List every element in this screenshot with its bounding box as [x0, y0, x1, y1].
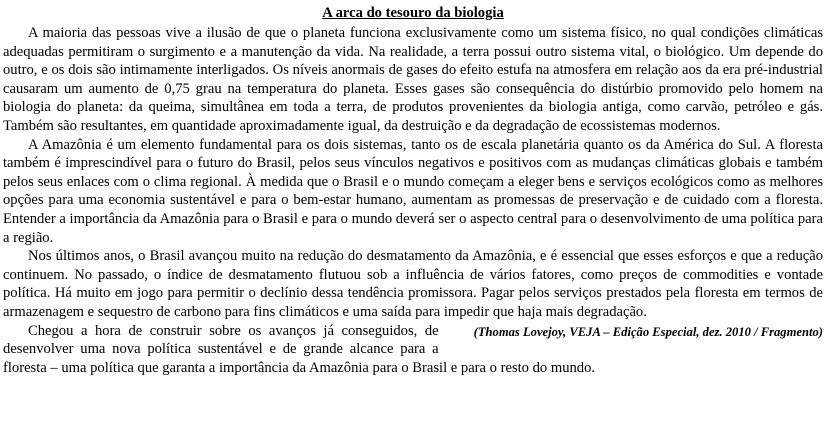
paragraph-4	[3, 322, 823, 378]
source-citation: (Thomas Lovejoy, VEJA – Edição Especial, dez. 2010 / Fragmento)	[473, 324, 823, 339]
paragraph-4-text: Chegou a hora de construir sobre os avanços já conseguidos, de desenvolver uma nova política sustentável e de grande alcance para a floresta – uma política que garanta a importância da Amazônia para o Brasil e para o resto do mundo.	[3, 322, 596, 376]
paragraph-2: A Amazônia é um elemento fundamental para os dois sistemas, tanto os de escala planetária quanto os da América do Sul. A floresta também é imprescindível para o futuro do Brasil, pelos seus vínculos negativos e positivos com as mudanças climáticas globais e também pelos seus enlaces com o clima regional. À medida que o Brasil e o mundo começam a eleger bens e serviços ecológicos como as melhores opções para uma economia sustentável e para o bem-estar humano, aumentam as promessas de preservação e de cuidado com a floresta. Entender a importância da Amazônia para o Brasil e para o mundo deverá ser o aspecto central para o desenvolvimento de uma política para a região.	[3, 136, 823, 246]
paragraph-1: A maioria das pessoas vive a ilusão de que o planeta funciona exclusivamente como um sistema físico, no qual condições climáticas adequadas permitiram o surgimento e a manutenção da vida. Na realidade, a terra possui outro sistema vital, o biológico. Um depende do outro, e os dois são intimamente interligados. Os níveis anormais de gases do efeito estufa na atmosfera em relação aos da era pré-industrial causaram um aumento de 0,75 grau na temperatura do planeta. Esses gases são consequência do distúrbio promovido pelo homem na biologia do planeta: da queima, simultânea em toda a terra, de produtos provenientes da biologia antiga, como carvão, petróleo e gás. Também são resultantes, em quantidade aproximadamente igual, da destruição e da degradação de ecossistemas modernos.	[3, 25, 823, 134]
article-title: A arca do tesouro da biologia	[322, 5, 504, 21]
paragraph-3: Nos últimos anos, o Brasil avançou muito na redução do desmatamento da Amazônia, e é essencial que esses esforços e que a redução continuem. No passado, o índice de desmatamento flutuou sob a influência de vários fatores, como preços de commodities e vontade política. Há muito em jogo para permitir o declínio dessa tendência promissora. Pagar pelos serviços prestados pela floresta em termos de armazenagem e sequestro de carbono para fins climáticos e uma saída para impedir que haja mais degradação.	[3, 248, 823, 320]
